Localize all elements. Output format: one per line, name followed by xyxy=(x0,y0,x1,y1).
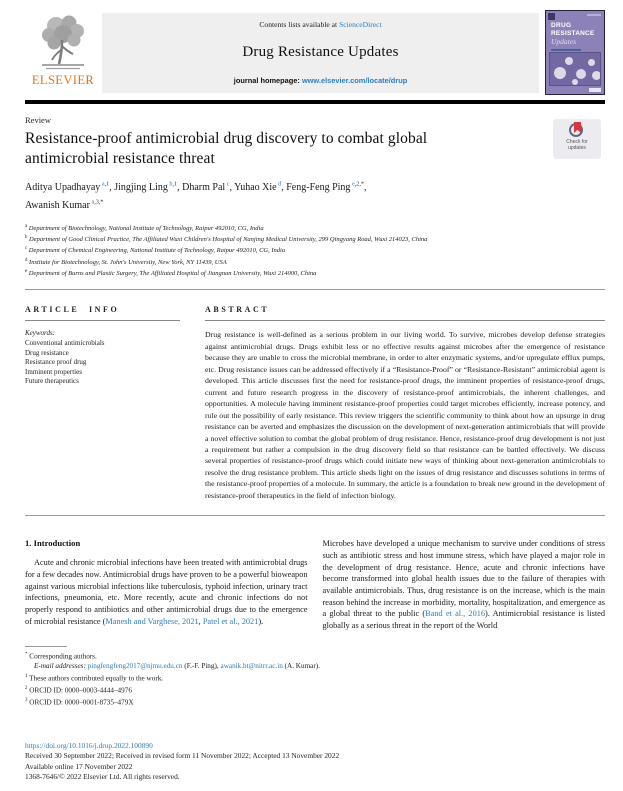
footnote-rule xyxy=(25,646,67,647)
cover-title-line3: Updates xyxy=(551,37,576,46)
cover-barcode xyxy=(589,88,601,92)
cover-title-line2: RESISTANCE xyxy=(551,29,595,37)
corresponding-authors-note: * Corresponding authors. xyxy=(25,651,97,661)
elsevier-tree-icon xyxy=(36,12,90,72)
crossmark-icon xyxy=(569,122,585,138)
article-title: Resistance-proof antimicrobial drug discovery to combat global antimicrobial resistance threat xyxy=(25,130,428,167)
keyword: Future therapeutics xyxy=(25,377,79,386)
citation-link[interactable]: Manesh and Varghese, 2021 xyxy=(105,616,199,626)
cover-subtitle-line xyxy=(551,49,581,51)
header-divider-bar xyxy=(25,100,605,104)
section-divider xyxy=(25,515,605,516)
author: Jingjing Ling $^{b,1}$, xyxy=(114,181,183,194)
article-type-label: Review xyxy=(25,115,51,125)
elsevier-wordmark: ELSEVIER xyxy=(31,73,95,87)
keyword: Resistance proof drug xyxy=(25,358,87,367)
check-for-updates-badge[interactable] xyxy=(553,119,601,159)
affiliation-ref: d xyxy=(278,181,282,188)
cover-title-line1: DRUG xyxy=(551,22,572,29)
keyword: Imminent properties xyxy=(25,367,82,376)
info-abstract-section xyxy=(25,290,605,515)
intro-left-column xyxy=(25,538,308,632)
introduction-heading: 1. Introduction xyxy=(25,538,81,549)
email-link-kumar[interactable]: awanik.bt@nitrr.ac.in xyxy=(220,662,283,671)
page-header xyxy=(25,10,605,96)
journal-title: Drug Resistance Updates xyxy=(242,44,399,60)
affiliation-line: $^e$ Department of Burns and Plastic Surgery, The Affiliated Hospital of Jiangnan University, Wuxi 214000, China xyxy=(25,269,317,278)
sciencedirect-link[interactable]: ScienceDirect xyxy=(339,20,382,29)
article-info-heading: ARTICLE INFO xyxy=(25,305,120,315)
intro-paragraph-left: Acute and chronic microbial infections have been treated with antimicrobial drugs for a few decades now. Antimicrobial drugs have proven to be a powerful bioweapon against various microbial infections like tuberculosis, typhoid infection, urinary tract infections, pneumonia, etc. More recently, acute and chronic infections do not properly respond to antibiotics and other antimicrobial drugs due to the emergence of microbial resistance (Manesh and Varghese, 2021, Patel et al., 2021). xyxy=(25,558,308,626)
heading-rule xyxy=(25,320,180,321)
orcid-note-3: $^3$ ORCID ID: 0000–0001-8735–479X xyxy=(25,698,134,707)
abstract-heading: ABSTRACT xyxy=(205,305,270,315)
keywords-label: Keywords: xyxy=(25,329,56,338)
journal-masthead xyxy=(102,13,539,93)
received-dates-line: Received 30 September 2022; Received in revised form 11 November 2022; Accepted 13 November 2022 xyxy=(25,751,340,761)
cover-issue-line xyxy=(587,14,601,16)
available-online-line: Available online 17 November 2022 xyxy=(25,761,133,771)
author: Awanish Kumar $^{a,3,*}$ xyxy=(25,198,104,212)
article-bottom-info xyxy=(25,741,339,782)
email-link-ping[interactable]: pingfengfeng2017@njmu.edu.cn xyxy=(87,662,183,671)
citation-link[interactable]: Band et al., 2016 xyxy=(425,609,486,619)
keyword: Conventional antimicrobials xyxy=(25,339,105,348)
abstract-column xyxy=(205,290,605,515)
affiliation-list xyxy=(25,222,605,279)
affiliation-line: $^b$ Department of Good Clinical Practice, The Affiliated Wuxi Children's Hospital of Nanjing Medical University, 299 Qingyang Road, Wuxi 214023, China xyxy=(25,235,428,244)
author: Yuhao Xie $^d$, xyxy=(234,181,287,194)
cover-artwork xyxy=(549,52,601,86)
intro-right-column xyxy=(323,538,606,632)
author: Aditya Upadhayay $^{a,1}$, xyxy=(25,181,115,194)
affiliation-ref: a xyxy=(101,181,105,188)
author: Feng-Feng Ping $^{e,2,*}$, xyxy=(286,181,367,194)
author-list xyxy=(25,178,495,214)
homepage-prefix: journal homepage: xyxy=(233,76,302,85)
affiliation-ref: c xyxy=(226,181,230,188)
email-addresses-line: E-mail addresses: pingfengfeng2017@njmu.edu.cn (F.-F. Ping), awanik.bt@nitrr.ac.in (A. Kumar). xyxy=(34,662,320,671)
orcid-note-2: $^2$ ORCID ID: 0000–0003-4444–4976 xyxy=(25,686,132,695)
homepage-line xyxy=(234,76,407,85)
keyword: Drug resistance xyxy=(25,348,69,357)
check-updates-label: Check for updates xyxy=(566,139,588,151)
equal-contribution-note: $^1$ These authors contributed equally to the work. xyxy=(25,673,164,683)
affiliation-line: $^c$ Department of Chemical Engineering, National Institute of Technology, Raipur 492010, CG, India xyxy=(25,246,286,255)
elsevier-logo[interactable] xyxy=(25,10,101,96)
homepage-link[interactable]: www.elsevier.com/locate/drup xyxy=(301,76,408,85)
affiliation-line: $^a$ Department of Biotechnology, National Institute of Technology, Raipur 492010, CG, India xyxy=(25,223,264,232)
introduction-section xyxy=(25,538,605,632)
contents-prefix: Contents lists available at xyxy=(259,20,340,29)
issn-copyright-line: 1368-7646/© 2022 Elsevier Ltd. All rights reserved. xyxy=(25,771,180,781)
contents-line xyxy=(259,20,381,29)
author: Dharm Pal $^c$, xyxy=(182,181,235,194)
doi-link[interactable]: https://doi.org/10.1016/j.drup.2022.100890 xyxy=(25,741,153,751)
affiliation-ref: b xyxy=(169,181,173,188)
abstract-text: Drug resistance is well-defined as a serious problem in our living world. To survive, microbes develop defense strategies against antimicrobial drugs. Drugs exhibit less or no effective results against microbes after the emergence of resistance because they are unable to cross the microbial membrane, in order to alter enzymatic systems, and/or upregulate efflux pumps, etc. Drug resistance issues can be addressed effectively if a “Resistance-Proof” or “Resistance-Resistant” antimicrobial agent is developed. This article discusses first the need for resistance-proof drugs, the imminent properties of resistance-proof drugs, current and future research progress in the discovery of resistance-proof antimicrobials, the inherent challenges, and opportunities. A molecule having imminent resistance-proof properties could target microbes efficiently, increase potency, and rule out the possibility of early resistance. This review triggers the scientific community to think about how an upsurge in drug resistance can be averted and emphasizes the discussion on the development of next-generation antimicrobials that will provide a novel effective solution to combat the global problem of drug resistance. Hence, resistance-proof drug development is not just a requirement but rather a compulsion in the drug discovery field so that resistance can be battled effectively. We discuss several properties of resistance-proof drugs which could initiate new ways of thinking about next-generation antimicrobials to resolve the drug resistance problem. This article sheds light on the issues of drug resistance and discusses solutions in terms of the resistance-proof properties of a molecule. In summary, the article is a foundation to break new ground in the development of resistance-proof therapeutics in the field of infection biology. xyxy=(205,330,605,500)
affiliation-line: $^d$ Institute for Biotechnology, St. John's University, New York, NY 11439, USA xyxy=(25,257,227,266)
affiliation-ref: a xyxy=(91,198,95,206)
footnotes-block xyxy=(25,646,605,709)
heading-rule xyxy=(205,320,605,321)
journal-cover-thumbnail[interactable] xyxy=(545,10,605,95)
article-info-column xyxy=(25,290,180,515)
citation-link[interactable]: Patel et al., 2021 xyxy=(202,616,259,626)
affiliation-ref: e xyxy=(351,181,355,188)
cover-publisher-mark xyxy=(548,13,555,20)
intro-paragraph-right: Microbes have developed a unique mechanism to survive under conditions of stress such as antibiotic stress and host immune stress, which have played a major role in the development of drug resistance. Hence, acute and chronic infections have become transformed into global health issues due to the failure of therapies with available antimicrobials. Thus, drug resistance is on the increase, which is the main reason behind the increase in morbidity, mortality, hospitalization, and emergence as a global threat to the public (Band et al., 2016). Antimicrobial resistance is listed globally as a serious threat in the report of the World xyxy=(322,539,605,631)
